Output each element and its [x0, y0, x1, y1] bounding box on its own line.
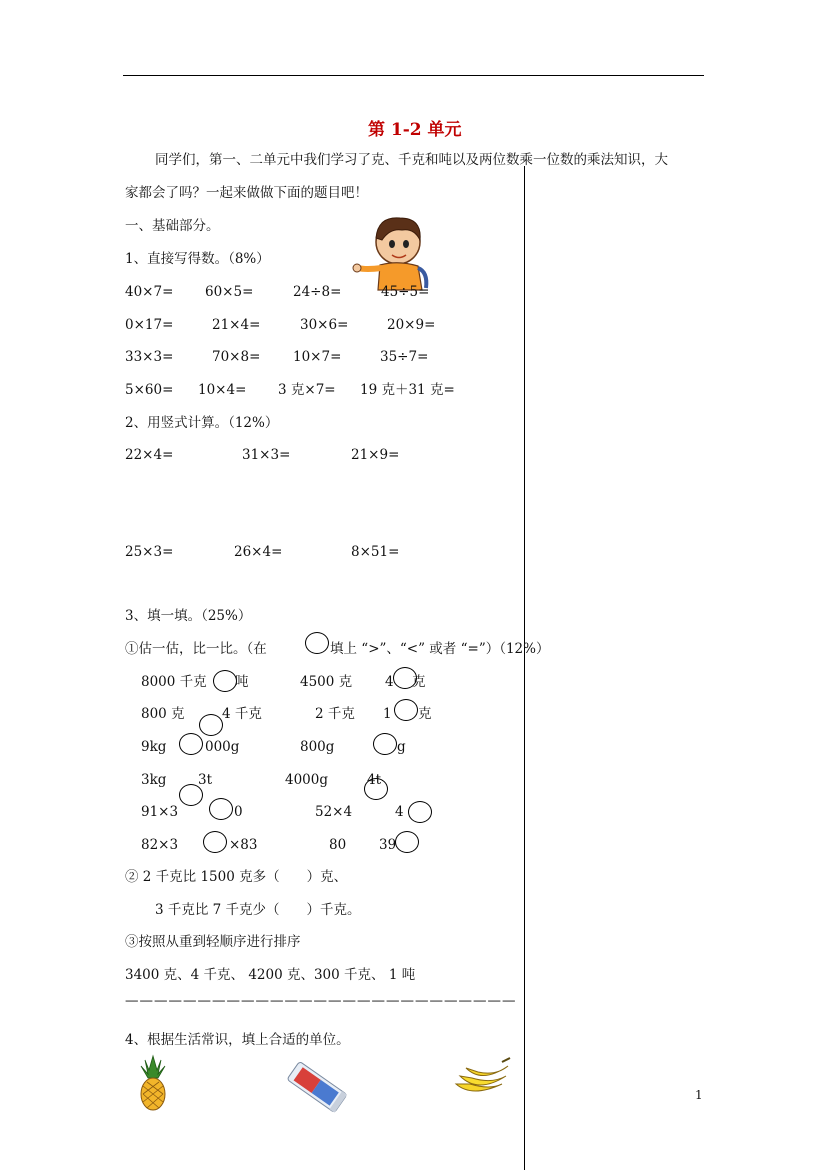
compare-right: 4 千克 — [222, 706, 262, 722]
compare-left: 2 千克 — [315, 706, 355, 722]
q1-item: 19 克＋31 克= — [360, 382, 455, 398]
q1-item: 30×6= — [300, 317, 349, 333]
answer-circle[interactable] — [305, 632, 329, 654]
q1-item: 10×7= — [293, 349, 342, 365]
q1-item: 35÷7= — [380, 349, 429, 365]
column-divider — [524, 166, 525, 1170]
intro-line-1: 同学们，第一、二单元中我们学习了克、千克和吨以及两位数乘一位数的乘法知识，大 — [155, 152, 668, 168]
answer-circle[interactable] — [199, 714, 223, 736]
q1-item: 45÷5= — [381, 284, 430, 300]
q2-item: 25×3= — [125, 544, 174, 560]
compare-left: 52×4 — [315, 804, 353, 820]
answer-circle[interactable] — [179, 733, 203, 755]
answer-circle[interactable] — [394, 699, 418, 721]
answer-circle[interactable] — [395, 831, 419, 853]
packaged-food-image — [284, 1058, 350, 1116]
q3-sub1-instruction: 填上 “>”、“<” 或者 “=”）（12%） — [330, 641, 550, 657]
answer-circle[interactable] — [203, 831, 227, 853]
q3-heading: 3、填一填。（25%） — [125, 608, 252, 624]
compare-left: 4000g — [285, 772, 328, 788]
q3-sub3-items: 3400 克、4 千克、 4200 克、300 千克、 1 吨 — [125, 967, 416, 983]
q1-item: 5×60= — [125, 382, 174, 398]
q1-item: 10×4= — [198, 382, 247, 398]
header-rule — [123, 75, 704, 76]
pineapple-image — [136, 1054, 170, 1112]
q1-item: 0×17= — [125, 317, 174, 333]
answer-circle[interactable] — [373, 733, 397, 755]
q2-item: 31×3= — [242, 447, 291, 463]
banana-image — [452, 1054, 512, 1100]
q3-sub2-line2: 3 千克比 7 千克少（ ）千克。 — [155, 902, 361, 918]
q1-item: 33×3= — [125, 349, 174, 365]
compare-right: 3t — [198, 772, 213, 788]
q1-item: 40×7= — [125, 284, 174, 300]
compare-right: 吨 — [235, 674, 249, 690]
compare-right: 1 — [383, 706, 392, 722]
compare-right: 克 — [418, 706, 432, 722]
q1-item: 3 克×7= — [278, 382, 336, 398]
page-number: 1 — [695, 1088, 703, 1102]
answer-circle[interactable] — [364, 778, 388, 800]
q2-item: 21×9= — [351, 447, 400, 463]
answer-circle[interactable] — [213, 670, 237, 692]
answer-circle[interactable] — [179, 784, 203, 806]
q1-heading: 1、直接写得数。（8%） — [125, 251, 270, 267]
q2-item: 22×4= — [125, 447, 174, 463]
q1-item: 60×5= — [205, 284, 254, 300]
q1-item: 70×8= — [212, 349, 261, 365]
compare-right: 000g — [205, 739, 240, 755]
answer-dash-line: ——————————————————————————— — [125, 993, 517, 1009]
compare-right: 4 — [395, 804, 404, 820]
page-title: 第 1-2 单元 — [368, 120, 462, 140]
compare-left: 91×3 — [141, 804, 179, 820]
compare-left: 80 — [329, 837, 347, 853]
compare-left: 800g — [300, 739, 335, 755]
compare-right: 0 — [234, 804, 243, 820]
q2-item: 8×51= — [351, 544, 400, 560]
answer-circle[interactable] — [209, 798, 233, 820]
q2-item: 26×4= — [234, 544, 283, 560]
q1-item: 24÷8= — [293, 284, 342, 300]
q3-sub2-line1: ② 2 千克比 1500 克多（ ）克、 — [125, 869, 348, 885]
q1-item: 21×4= — [212, 317, 261, 333]
compare-left: 3kg — [141, 772, 167, 788]
compare-right: 4t — [367, 772, 382, 788]
compare-right: 39 — [379, 837, 397, 853]
q3-sub3-heading: ③按照从重到轻顺序进行排序 — [125, 934, 301, 950]
q2-heading: 2、用竖式计算。（12%） — [125, 415, 279, 431]
compare-left: 4500 克 — [300, 674, 353, 690]
compare-left: 800 克 — [141, 706, 185, 722]
compare-right: 克 — [412, 674, 426, 690]
q3-sub1-prefix: ①估一估，比一比。（在 — [125, 641, 267, 657]
q1-item: 20×9= — [387, 317, 436, 333]
part-heading: 一、基础部分。 — [125, 218, 220, 234]
compare-left: 8000 千克 — [141, 674, 207, 690]
compare-left: 9kg — [141, 739, 167, 755]
compare-left: 82×3 — [141, 837, 179, 853]
compare-right: g — [397, 739, 406, 755]
compare-right: 4 — [385, 674, 394, 690]
intro-line-2: 家都会了吗？一起来做做下面的题目吧！ — [125, 185, 368, 201]
q4-heading: 4、根据生活常识，填上合适的单位。 — [125, 1032, 350, 1048]
compare-right: ×83 — [229, 837, 258, 853]
answer-circle[interactable] — [408, 801, 432, 823]
